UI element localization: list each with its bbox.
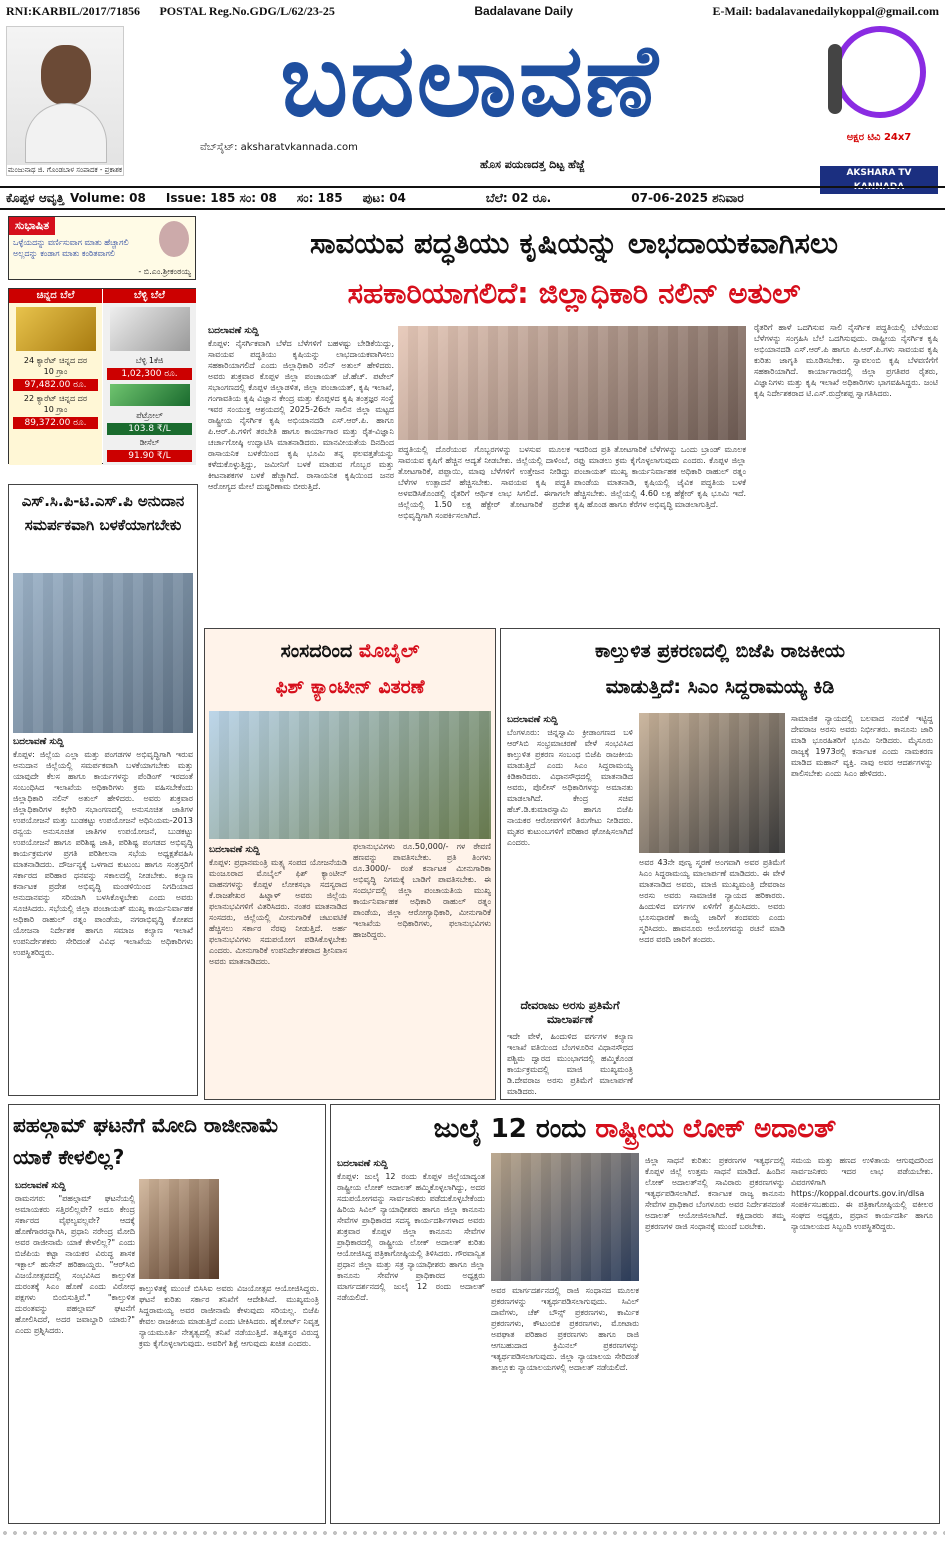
cm-byline: ಬದಲಾವಣೆ ಸುದ್ದಿ	[507, 715, 558, 725]
adalat-text-a: ಕೊಪ್ಪಳ: ಜುಲೈ 12 ರಂದು ಕೊಪ್ಪಳ ಜಿಲ್ಲೆಯಾದ್ಯಂತ ರಾಷ್ಟ್ರೀಯ ಲೋಕ್ ಅದಾಲತ್ ಹಮ್ಮಿಕೊಳ್ಳಲಾಗಿದ್ದು, ಅದರ ಸದುಪಯೋಗವನ್ನು ಸಾರ್ವಜನಿಕರು ಪಡೆದುಕೊಳ್ಳಬೇಕೆಂದು ಹಿರಿಯ ಸಿವಿಲ್ ನ್ಯಾಯಾಧೀಶರು ಹಾಗೂ ಜಿಲ್ಲಾ ಕಾನೂನು ಸೇವೆಗಳ ಪ್ರಾಧಿಕಾರದ ಸದಸ್ಯ ಕಾರ್ಯದರ್ಶಿಗಳಾದ ಅವರು ಶುಕ್ರವಾರ ಕೊಪ್ಪಳ ಜಿಲ್ಲಾ ಕಾನೂನು ಸೇವೆಗಳ ಪ್ರಾಧಿಕಾರದಲ್ಲಿ ರಾಷ್ಟ್ರೀಯ ಲೋಕ್ ಅದಾಲತ್ ಕುರಿತು ಆಯೋಜಿಸಿದ್ದ ಪತ್ರಿಕಾಗೋಷ್ಠಿಯಲ್ಲಿ ತಿಳಿಸಿದರು. ಗೌರವಾನ್ವಿತ ಪ್ರಧಾನ ಜಿಲ್ಲಾ ಮತ್ತು ಸತ್ರ ನ್ಯಾಯಾಧೀಶರು ಹಾಗೂ ಜಿಲ್ಲಾ ಕಾನೂನು ಸೇವೆಗಳ ಪ್ರಾಧಿಕಾರದ ಅಧ್ಯಕ್ಷರು ಮಾರ್ಗದರ್ಶನದಲ್ಲಿ ಜುಲೈ 12 ರಂದು ಅದಾಲತ್ ನಡೆಯಲಿದೆ.	[337, 1172, 485, 1302]
lead-headline-line2: ಸಹಕಾರಿಯಾಗಲಿದೆ: ಜಿಲ್ಲಾಧಿಕಾರಿ ನಲಿನ್ ಅತುಲ್	[347, 276, 801, 310]
lead-col-1	[208, 322, 394, 622]
cm-text-c: ಅವರ 43ನೇ ಪುಣ್ಯ ಸ್ಮರಣೆ ಅಂಗವಾಗಿ ಅವರ ಪ್ರತಿಮೆಗೆ ಸಿಎಂ ಸಿದ್ದರಾಮಯ್ಯ ಮಾಲಾರ್ಪಣೆ ಮಾಡಿದರು. ಈ ವೇಳೆ ಮಾತನಾಡಿದ ಅವರು, ಮಾಜಿ ಮುಖ್ಯಮಂತ್ರಿ ದೇವರಾಜ ಅರಸು ಅವರು ಸಾಮಾಜಿಕ ನ್ಯಾಯದ ಹರಿಕಾರರು. ಹಿಂದುಳಿದ ವರ್ಗಗಳ ಏಳಿಗೆಗೆ ಶ್ರಮಿಸಿದರು. ಅವರು ಭೂಸುಧಾರಣೆ ಕಾಯ್ದೆ ಜಾರಿಗೆ ತಂದವರು ಎಂದು ಸ್ಮರಿಸಿದರು. ಹಾವನೂರು ಆಯೋಗವನ್ನು ರಚನೆ ಮಾಡಿ ಅದರ ವರದಿ ಜಾರಿಗೆ ತಂದರು.	[639, 858, 785, 944]
fish-headline	[209, 633, 491, 705]
adalat-text-d: ಸಮಯ ಮತ್ತು ಹಣದ ಉಳಿತಾಯ ಆಗುವುದರಿಂದ ಸಾರ್ವಜನಿಕರು ಇದರ ಲಾಭ ಪಡೆಯಬೇಕು. ವಿವರಗಳಿಗಾಗಿ https://koppal.dcourts.gov.in/dlsa ಸಂಪರ್ಕಿಸಬಹುದು. ಈ ಪತ್ರಿಕಾಗೋಷ್ಠಿಯಲ್ಲಿ ವಕೀಲರ ಸಂಘದ ಅಧ್ಯಕ್ಷರು, ಪ್ರಧಾನ ಕಾರ್ಯದರ್ಶಿ ಹಾಗೂ ನ್ಯಾಯಾಲಯದ ಸಿಬ್ಬಂದಿ ಉಪಸ್ಥಿತರಿದ್ದರು.	[791, 1156, 933, 1231]
gold-22-label: 22 ಕ್ಯಾರೆಟ್ ಚಿನ್ನದ ದರ	[23, 394, 88, 403]
adalat-story-box	[330, 1104, 940, 1524]
lead-text-a: ಕೊಪ್ಪಳ: ನೈಸರ್ಗಿಕವಾಗಿ ಬೆಳೆದ ಬೆಳೆಗಳಿಗೆ ಬಹಳಷ್ಟು ಬೇಡಿಕೆಯಿದ್ದು, ಸಾವಯವ ಪದ್ಧತಿಯು ಕೃಷಿಯನ್ನು ಲಾಭದಾಯಕವಾಗಿಸಲು ಸಹಕಾರಿಯಾಗಲಿದೆ ಎಂದು ಜಿಲ್ಲಾಧಿಕಾರಿ ನಲಿನ್ ಅತುಲ್ ಹೇಳಿದರು. ಅವರು ಶುಕ್ರವಾರ ಕೊಪ್ಪಳ ಜಿಲ್ಲಾ ಪಂಚಾಯತ್ ಜೆ.ಹೆಚ್. ಪಟೇಲ್ ಸಭಾಂಗಣದಲ್ಲಿ ಕೊಪ್ಪಳ ಜಿಲ್ಲಾಡಳಿತ, ಜಿಲ್ಲಾ ಪಂಚಾಯತ್, ಕೃಷಿ ಇಲಾಖೆ, ಗಂಗಾವತಿಯ ಕೃಷಿ ವಿಜ್ಞಾನ ಕೇಂದ್ರ ಮತ್ತು ಕೊಪ್ಪಳದ ಕೃಷಿ ತಂತ್ರಜ್ಞರ ಸಂಸ್ಥೆ ಇವರ ಸಂಯುಕ್ತ ಆಶ್ರಯದಲ್ಲಿ 2025-26ನೇ ಸಾಲಿನ ಜಿಲ್ಲಾ ಮಟ್ಟದ ರಾಷ್ಟ್ರೀಯ ನೈಸರ್ಗಿಕ ಕೃಷಿ ಅಭಿಯಾನದಡಿ ಎಸ್.ಆರ್.ಪಿ. ಹಾಗೂ ಪಿ.ಆರ್.ಪಿ.ಗಳಿಗೆ ತರಬೇತಿ ಹಾಗೂ ಕಾರ್ಯಾಗಾರ ಮತ್ತು ರೈತ-ವಿಜ್ಞಾನಿ ಚರ್ಚಾಗೋಷ್ಠಿ ಉದ್ಘಾಟಿಸಿ ಮಾತನಾಡಿದರು. ಮಾನವೀಯತೆಯ ದಿನದಿಂದ ರಾಸಾಯನಿಕ ಬಳಕೆಯಿಂದ ಕೃಷಿ ಭೂಮಿ ತನ್ನ ಫಲವತ್ತತೆಯನ್ನು ಕಳೆದುಕೊಳ್ಳುತ್ತಿದ್ದು, ಜಮೀನಿಗೆ ಬಳಕೆ ಮಾಡುವ ಗೊಬ್ಬರ ಮತ್ತು ಕೀಟನಾಶಕಗಳ ಬಳಕೆ ಹೆಚ್ಚಾಗಿದೆ. ರಾಸಾಯನಿಕ ಕೃಷಿಯಿಂದ ಜನರ ಆರೋಗ್ಯದ ಮೇಲೆ ದುಷ್ಪರಿಣಾಮ ಬೀರುತ್ತಿದೆ.	[208, 339, 394, 491]
diesel-label: ಡೀಸೆಲ್	[139, 438, 160, 447]
fish-headline-2: ಫಿಶ್ ಕ್ಯಾಂಟೀನ್ ವಿತರಣೆ	[275, 676, 425, 698]
modi-story-photo	[139, 1179, 219, 1279]
fish-text-b: ಫಲಾನುಭವಿಗಳು ರೂ.50,000/- ಗಳ ಠೇವಣಿ ಹಣವನ್ನು ಪಾವತಿಸಬೇಕು. ಪ್ರತಿ ತಿಂಗಳು ರೂ.3000/- ರಂತೆ ಕರ್ನಾಟಕ ಮೀನುಗಾರಿಕಾ ಅಭಿವೃದ್ಧಿ ನಿಗಮಕ್ಕೆ ಬಾಡಿಗೆ ಪಾವತಿಸಬೇಕು. ಈ ಸಂದರ್ಭದಲ್ಲಿ ಜಿಲ್ಲಾ ಪಂಚಾಯತಿಯ ಮುಖ್ಯ ಕಾರ್ಯನಿರ್ವಾಹಕ ಅಧಿಕಾರಿ ರಾಹುಲ್ ರತ್ನಂ ಪಾಂಡೆಯ, ಜಿಲ್ಲಾ ಆರೋಗ್ಯಾಧಿಕಾರಿ, ಮೀನುಗಾರಿಕೆ ಇಲಾಖೆಯ ಅಧಿಕಾರಿಗಳು, ಫಲಾನುಭವಿಗಳು ಹಾಜರಿದ್ದರು.	[353, 842, 491, 939]
fish-photo	[209, 711, 491, 839]
subhashita-author: - ಬಿ.ಎಂ.ಶ್ರೀಕಂಠಯ್ಯ	[138, 267, 191, 276]
website-line[interactable]: ವೆಬ್‌ಸೈಟ್: aksharatvkannada.com	[200, 142, 358, 153]
lead-col-4	[754, 322, 938, 622]
meeting-photo	[13, 573, 193, 733]
adalat-headline	[335, 1109, 935, 1149]
lead-text-b: ಪದ್ಧತಿಯಲ್ಲಿ ದೊರೆಯುವ ಗೊಬ್ಬರಗಳನ್ನು ಬಳಸುವ ಮೂಲಕ ಸಾವಯವ ಕೃಷಿಗೆ ಹೆಚ್ಚಿನ ಆದ್ಯತೆ ನೀಡಬೇಕು. ಜಿಲ್ಲೆಯಲ್ಲಿ ದಾಳಿಂಬೆ, ತೋಟಗಾರಿಕೆ, ಪಪ್ಪಾಯಿ, ಮಾವು ಬೆಳೆಗಳಿಗೆ ಉತ್ತೇಜನ ನೀಡಿದ್ದು ಬೆಳೆಗಳ ಉತ್ಪಾದನೆ ಹೆಚ್ಚಿಸಬೇಕು. ಸಾವಯವ ಕೃಷಿ ಪದ್ಧತಿ ಅಳವಡಿಸಿಕೊಂಡಲ್ಲಿ ರೈತರಿಗೆ ಆರ್ಥಿಕ ಲಾಭ ಸಿಗಲಿದೆ. ಈಗಾಗಲೇ ಜಿಲ್ಲೆಯಲ್ಲಿ 1.50 ಲಕ್ಷ ಹೆಕ್ಟೇರ್ ತೋಟಗಾರಿಕೆ ಪ್ರದೇಶ ಅಭಿವೃದ್ಧಿಗಾಗಿ ಸಂಪರ್ಕಿಸಲಾಗಿದೆ.	[398, 445, 570, 520]
editor-portrait	[6, 26, 124, 176]
subhashita-label: ಸುಭಾಷಿತ	[9, 217, 55, 235]
tv-name-en: AKSHARA TV KANNADA	[820, 166, 938, 194]
adalat-photo	[491, 1153, 639, 1281]
modi-text-a: ರಾಮನಗರ: "ಪಹಲ್ಗಾಮ್ ಘಟನೆಯಲ್ಲಿ ಅಮಾಯಕರು ಸತ್ತಿರಲಿಲ್ಲವೇ? ಅದೂ ಕೇಂದ್ರ ಸರ್ಕಾರದ ವೈಫಲ್ಯವಲ್ಲವೇ? ಆದಕ್ಕೆ ಹೊಣೆಗಾರರನ್ನಾಗಿಸಿ, ಪ್ರಧಾನಿ ನರೇಂದ್ರ ಮೋದಿ ಅವರ ರಾಜೀನಾಮೆ ಯಾಕೆ ಕೇಳಲಿಲ್ಲ?" ಎಂದು ಬಿಜೆಪಿಯ ಕಟ್ಟಾ ನಾಯಕರ ವಿರುದ್ಧ ಶಾಸಕ ಇಕ್ಬಾಲ್ ಹುಸೇನ್ ಹರಿಹಾಯ್ದರು. "ಆರ್‌ಸಿಬಿ ವಿಜಯೋತ್ಸವದಲ್ಲಿ ಸಂಭವಿಸಿದ ಕಾಲ್ತುಳಿತ ದುರಂತಕ್ಕೆ ಸಿಎಂ ಹೊಣೆ ಎಂದು ವಿರೋಧ ಪಕ್ಷಗಳು ಬಿಂಬಿಸುತ್ತಿವೆ." "ಕಾಲ್ತುಳಿತ ದುರಂತವನ್ನು ಪಹಲ್ಗಾಮ್ ಘಟನೆಗೆ ಹೋಲಿಸಿದರೆ, ಅದರ ಜವಾಬ್ದಾರಿ ಯಾರು?" ಎಂದು ಪ್ರಶ್ನಿಸಿದರು.	[15, 1194, 135, 1335]
gold-22-unit: 10 ಗ್ರಾಂ	[43, 405, 68, 414]
rni-number: RNI:KARBIL/2017/71856	[6, 3, 141, 18]
lead-byline: ಬದಲಾವಣೆ ಸುದ್ದಿ	[208, 326, 259, 336]
left-story-box	[8, 484, 198, 1096]
newspaper-title: ಬದಲಾವಣೆ	[280, 22, 660, 139]
silver-header: ಬೆಳ್ಳಿ ಬೆಲೆ	[103, 289, 196, 303]
email-address[interactable]: E-Mail: badalavanedailykoppal@gmail.com	[712, 3, 939, 18]
lead-col-3	[574, 444, 746, 622]
gold-22-value: 89,372.00 ರೂ.	[13, 417, 98, 429]
issue-bar	[0, 186, 945, 210]
lead-text-d: ರೈತರಿಗೆ ಹಾಳೆ ಒದಗಿಸುವ ಸಾಲಿ ನೈಸರ್ಗಿಕ ಪದ್ಧತಿಯಲ್ಲಿ ಬೆಳೆಯುವ ಬೆಳೆಗಳನ್ನು ಸಂಗ್ರಹಿಸಿ ಬೆಲೆ ಒದಗಿಸುವುದು. ರಾಷ್ಟ್ರೀಯ ನೈಸರ್ಗಿಕ ಕೃಷಿ ಅಭಿಯಾನದಡಿ ಎಸ್.ಆರ್.ಪಿ ಹಾಗೂ ಪಿ.ಆರ್.ಪಿ.ಗಳು ಸಾವಯವ ಕೃಷಿ ಕುರಿತು ಜಾಗೃತಿ ಮೂಡಿಸಬೇಕು. ಸ್ವಾವಲಂಬಿ ಕೃಷಿ ಬೆಳವಣಿಗೆಗೆ ಸಹಕಾರಿಯಾಗಿದೆ. ಕಾರ್ಯಾಗಾರದಲ್ಲಿ ಜಿಲ್ಲಾ ಪ್ರಗತಿಪರ ರೈತರು, ವಿಜ್ಞಾನಿಗಳು ಮತ್ತು ಕೃಷಿ ಇಲಾಖೆ ಅಧಿಕಾರಿಗಳು ಭಾಗವಹಿಸಿದ್ದರು. ಜಂಟಿ ಕೃಷಿ ನಿರ್ದೇಶಕರಾದ ಟಿ.ಎಸ್.ರುದ್ರೇಶಪ್ಪ ಸ್ವಾಗತಿಸಿದರು.	[754, 323, 938, 398]
adalat-text-b: ಅವರ ಮಾರ್ಗದರ್ಶನದಲ್ಲಿ ರಾಜಿ ಸಂಧಾನದ ಮೂಲಕ ಪ್ರಕರಣಗಳನ್ನು ಇತ್ಯರ್ಥಪಡಿಸಲಾಗುವುದು. ಸಿವಿಲ್ ದಾವೆಗಳು, ಚೆಕ್ ಬೌನ್ಸ್ ಪ್ರಕರಣಗಳು, ಕಾರ್ಮಿಕ ಪ್ರಕರಣಗಳು, ಕೌಟುಂಬಿಕ ಪ್ರಕರಣಗಳು, ಮೋಟಾರು ಅಪಘಾತ ಪರಿಹಾರ ಪ್ರಕರಣಗಳು ಹಾಗೂ ರಾಜಿ ಆಗಬಹುದಾದ ಕ್ರಿಮಿನಲ್ ಪ್ರಕರಣಗಳನ್ನು ಇತ್ಯರ್ಥಪಡಿಸಲಾಗುವುದು. ಜಿಲ್ಲಾ ನ್ಯಾಯಾಲಯ ಸೇರಿದಂತೆ ತಾಲ್ಲೂಕು ನ್ಯಾಯಾಲಯಗಳಲ್ಲಿ ಅದಾಲತ್ ನಡೆಯಲಿದೆ.	[491, 1286, 639, 1372]
gold-24-unit: 10 ಗ್ರಾಂ	[43, 367, 68, 376]
cm-text-a: ಬೆಂಗಳೂರು: ಚಿನ್ನಸ್ವಾಮಿ ಕ್ರೀಡಾಂಗಣದ ಬಳಿ ಆರ್‌ಸಿಬಿ ಸಂಭ್ರಮಾಚರಣೆ ವೇಳೆ ಸಂಭವಿಸಿದ ಕಾಲ್ತುಳಿತ ಪ್ರಕರಣ ಸಂಬಂಧ ಬಿಜೆಪಿ ರಾಜಕೀಯ ಮಾಡುತ್ತಿದೆ ಎಂದು ಸಿಎಂ ಸಿದ್ದರಾಮಯ್ಯ ಕಿಡಿಕಾರಿದರು. ವಿಧಾನಸೌಧದಲ್ಲಿ ಮಾತನಾಡಿದ ಅವರು, ಪೊಲೀಸ್ ಅಧಿಕಾರಿಗಳನ್ನು ಅಮಾನತು ಮಾಡಲಾಗಿದೆ. ಕೇಂದ್ರ ಸಚಿವ ಹೆಚ್.ಡಿ.ಕುಮಾರಸ್ವಾಮಿ ಹಾಗೂ ಬಿಜೆಪಿ ನಾಯಕರ ಆರೋಪಗಳಿಗೆ ತಿರುಗೇಟು ನೀಡಿದರು. ಮೃತರ ಕುಟುಂಬಗಳಿಗೆ ಪರಿಹಾರ ಘೋಷಿಸಲಾಗಿದೆ ಎಂದರು.	[507, 728, 633, 847]
diesel-value: 91.90 ₹/L	[107, 450, 192, 462]
lead-photo	[398, 326, 746, 440]
gold-price-column	[9, 289, 102, 465]
gold-24-label: 24 ಕ್ಯಾರೆಟ್ ಚಿನ್ನದ ದರ	[23, 356, 88, 365]
serial-number: ಸಂ: 185	[296, 190, 343, 205]
cm-photo	[639, 713, 785, 853]
adalat-headline-b: ರಾಷ್ಟ್ರೀಯ ಲೋಕ್ ಅದಾಲತ್	[595, 1114, 837, 1144]
volume: Volume: 08	[70, 191, 146, 205]
petrol-label: ಪೆಟ್ರೋಲ್	[136, 411, 163, 420]
lead-headline-line1: ಸಾವಯವ ಪದ್ಧತಿಯು ಕೃಷಿಯನ್ನು ಲಾಭದಾಯಕವಾಗಿಸಲು	[310, 226, 838, 260]
silver-bars-icon	[110, 307, 190, 351]
silver-unit: ಬೆಳ್ಳಿ 1ಕೆಜಿ	[135, 356, 164, 365]
page-count: ಪುಟ: 04	[362, 190, 406, 205]
author-photo	[159, 221, 189, 257]
adalat-headline-a: ಜುಲೈ 12 ರಂದು	[433, 1114, 587, 1144]
modi-byline: ಬದಲಾವಣೆ ಸುದ್ದಿ	[15, 1181, 66, 1191]
fish-byline: ಬದಲಾವಣೆ ಸುದ್ದಿ	[209, 845, 260, 855]
issue-number: Issue: 185 ಸಂ: 08	[165, 190, 277, 205]
cm-headline-2: ಮಾಡುತ್ತಿದೆ: ಸಿಎಂ ಸಿದ್ದರಾಮಯ್ಯ ಕಿಡಿ	[605, 676, 835, 698]
edition-place: ಕೊಪ್ಪಳ ಆವೃತ್ತಿ	[6, 190, 65, 205]
lead-text-c: ಇದರಿಂದ ಪ್ರತಿ ತೋಟಗಾರಿಕೆ ಬೆಳೆಗಳನ್ನು ಒಂದು ಬ್ರಾಂಡ್ ಮೂಲಕ ರಫ್ತು ಮಾಡಲು ಕ್ರಮ ಕೈಗೊಳ್ಳಲಾಗುವುದು ಎಂದರು. ಕೊಪ್ಪಳ ಜಿಲ್ಲಾ ಪಂಚಾಯತ್ ಮುಖ್ಯ ಕಾರ್ಯನಿರ್ವಾಹಕ ಅಧಿಕಾರಿ ರಾಹುಲ್ ರತ್ನಂ ಪಾಂಡೆಯ ಮಾತನಾಡಿ, ಕೃಷಿಯಲ್ಲಿ ಜೈವಿಕ ಪದ್ಧತಿಯ ಬಳಕೆ ಹೆಚ್ಚಿಸಬೇಕು. ಜಿಲ್ಲೆಯಲ್ಲಿ 4.60 ಲಕ್ಷ ಹೆಕ್ಟೇರ್ ಕೃಷಿ ಭೂಮಿ ಇದೆ. ಕೃಷಿ ಹೊಂಡ ಹಾಗೂ ಕೆರೆಗಳ ಅಭಿವೃದ್ಧಿ ಮಾಡಲಾಗುತ್ತಿದೆ.	[574, 445, 746, 509]
left-story-text: ಕೊಪ್ಪಳ: ಜಿಲ್ಲೆಯ ಎಲ್ಲಾ ಮತ್ತು ಪಂಗಡಗಳ ಅಭಿವೃದ್ಧಿಗಾಗಿ ಇರುವ ಅನುದಾನ ಜಿಲ್ಲೆಯಲ್ಲಿ ಸಮರ್ಪಕವಾಗಿ ಬಳಕೆಯಾಗಬೇಕು ಮತ್ತು ಯಾವುದೇ ಕೆಲಸ ಹಾಗೂ ಕಾರ್ಯಗಳನ್ನು ಪೆಂಡಿಂಗ್ ಇರದಂತೆ ಸಂಬಂಧಿಸಿದ ಇಲಾಖೆಯ ಅಧಿಕಾರಿಗಳು ಕ್ರಮ ವಹಿಸಬೇಕೆಂದು ಜಿಲ್ಲಾಧಿಕಾರಿ ನಲಿನ್ ಅತುಲ್ ಹೇಳಿದರು. ಅವರು ಶುಕ್ರವಾರ ಜಿಲ್ಲಾಧಿಕಾರಿಗಳ ಕಛೇರಿ ಸಭಾಂಗಣದಲ್ಲಿ ಅನುಸೂಚಿತ ಜಾತಿಗಳ ಉಪಯೋಜನೆ ಮತ್ತು ಬುಡಕಟ್ಟು ಉಪಯೋಜನೆ ಅಧಿನಿಯಮ-2013 ರನ್ವಯ ಅನುಸೂಚಿತ ಜಾತಿಗಳ ಉಪಯೋಜನೆ, ಬುಡಕಟ್ಟು ಉಪಯೋಜನೆ ಹಾಗೂ ಪರಿಶಿಷ್ಟ ಜಾತಿ, ಪರಿಶಿಷ್ಟ ಪಂಗಡದ ಅಭಿವೃದ್ಧಿ ಕಾರ್ಯಕ್ರಮಗಳ ಪ್ರಗತಿ ಪರಿಶೀಲನಾ ಸಭೆಯ ಅಧ್ಯಕ್ಷತೆವಹಿಸಿ ಮಾತನಾಡಿದರು. ದೌರ್ಜನ್ಯಕ್ಕೆ ಒಳಗಾದ ಕುಟುಂಬ ಹಾಗೂ ಸಂತ್ರಸ್ತರಿಗೆ ಸರ್ಕಾರದ ಪರಿಹಾರ ಧನವನ್ನು ಸಕಾಲದಲ್ಲಿ ನೀಡಬೇಕು. ಕಲ್ಯಾಣ ಕರ್ನಾಟಕ ಪ್ರದೇಶ ಅಭಿವೃದ್ಧಿ ಮಂಡಳಿಯಿಂದ ನಿಗದಿಯಾದ ಅನುದಾನವನ್ನು ಸರಿಯಾಗಿ ಬಳಸಿಕೊಳ್ಳಬೇಕು ಎಂದು ಅವರು ಸೂಚಿಸಿದರು. ಸಭೆಯಲ್ಲಿ ಜಿಲ್ಲಾ ಪಂಚಾಯತ್ ಮುಖ್ಯ ಕಾರ್ಯನಿರ್ವಾಹಕ ಅಧಿಕಾರಿ ರಾಹುಲ್ ರತ್ನಂ ಪಾಂಡೆಯ, ನಗರಾಭಿವೃದ್ಧಿ ಕೋಶದ ಯೋಜನಾ ನಿರ್ದೇಶಕ ಹಾಗೂ ಸಮಾಜ ಕಲ್ಯಾಣ ಇಲಾಖೆ ಉಪನಿರ್ದೇಶಕರು ಸೇರಿದಂತೆ ವಿವಿಧ ಇಲಾಖೆಯ ಅಧಿಕಾರಿಗಳು ಉಪಸ್ಥಿತರಿದ್ದರು.	[13, 750, 193, 957]
cm-headline	[505, 633, 935, 705]
logo-ring-icon	[834, 26, 926, 118]
modi-text-b: ಕಾಲ್ತುಳಿತಕ್ಕೆ ಮುಂಚೆ ಬಿಸಿಸಿಐ ಅವರು ವಿಜಯೋತ್ಸವ ಆಯೋಜಿಸಿದ್ದರು. ಘಟನೆ ಕುರಿತು ಸರ್ಕಾರ ತನಿಖೆಗೆ ಆದೇಶಿಸಿದೆ. ಮುಖ್ಯಮಂತ್ರಿ ಸಿದ್ದರಾಮಯ್ಯ ಅವರ ರಾಜೀನಾಮೆ ಕೇಳುವುದು ಸರಿಯಲ್ಲ. ಬಿಜೆಪಿ ಕೇವಲ ರಾಜಕೀಯ ಮಾಡುತ್ತಿದೆ ಎಂದು ಟೀಕಿಸಿದರು. ಹೈಕೋರ್ಟ್ ನಿವೃತ್ತ ನ್ಯಾಯಮೂರ್ತಿ ನೇತೃತ್ವದಲ್ಲಿ ತನಿಖೆ ನಡೆಯುತ್ತಿದೆ. ತಪ್ಪಿತಸ್ಥರ ವಿರುದ್ಧ ಕ್ರಮ ಕೈಗೊಳ್ಳಲಾಗುವುದು. ಅವರಿಗೆ ಶಿಕ್ಷೆ ಆಗುವುದು ಖಚಿತ ಎಂದರು.	[139, 1284, 319, 1348]
portrait-head	[41, 45, 91, 105]
fish-story-box	[204, 628, 496, 1100]
tv-name: ಅಕ್ಷರ ಟಿವಿ 24x7	[846, 132, 912, 143]
adalat-text-c: ಜಿಲ್ಲಾ ಸಾಧನೆ ಕುರಿತು: ಪ್ರಕರಣಗಳ ಇತ್ಯರ್ಥದಲ್ಲಿ ಕೊಪ್ಪಳ ಜಿಲ್ಲೆ ಉತ್ತಮ ಸಾಧನೆ ಮಾಡಿದೆ. ಹಿಂದಿನ ಲೋಕ್ ಅದಾಲತ್‌ನಲ್ಲಿ ಸಾವಿರಾರು ಪ್ರಕರಣಗಳನ್ನು ಇತ್ಯರ್ಥಪಡಿಸಲಾಗಿದೆ. ಕರ್ನಾಟಕ ರಾಜ್ಯ ಕಾನೂನು ಸೇವೆಗಳ ಪ್ರಾಧಿಕಾರ ಬೆಂಗಳೂರು ಅವರ ನಿರ್ದೇಶನದಂತೆ ಅದಾಲತ್ ಆಯೋಜಿಸಲಾಗಿದೆ. ಕಕ್ಷಿದಾರರು ತಮ್ಮ ಪ್ರಕರಣಗಳ ರಾಜಿ ಸಂಧಾನಕ್ಕೆ ಮುಂದೆ ಬರಬೇಕು.	[645, 1156, 785, 1231]
postal-reg: POSTAL Reg.No.GDG/L/62/23-25	[159, 3, 335, 18]
subhashita-text: ಒಳ್ಳೆಯದನ್ನು ವರ್ಣಿಸುವಾಗ ಮಾತು ಹೆಚ್ಚಾಗಲಿ ಅಲ್ಲದನ್ನು ಕಂಡಾಗ ಮಾತು ಕಂಠಿತವಾಗಲಿ	[13, 238, 129, 258]
issue-date: 07-06-2025 ಶನಿವಾರ	[631, 190, 744, 205]
footer-dot-border	[0, 1528, 945, 1538]
gold-header: ಚಿನ್ನದ ಬೆಲೆ	[9, 289, 102, 303]
adalat-byline: ಬದಲಾವಣೆ ಸುದ್ದಿ	[337, 1159, 388, 1169]
fish-headline-1b: ಮೊಬೈಲ್	[358, 640, 420, 662]
modi-story-box	[8, 1104, 326, 1524]
subhashita-box	[8, 216, 196, 280]
silver-value: 1,02,300 ರೂ.	[107, 368, 192, 380]
akshara-tv-logo	[820, 24, 938, 192]
price-box	[8, 288, 196, 464]
left-story-headline: ಎಸ್.ಸಿ.ಪಿ-ಟಿ.ಎಸ್.ಪಿ ಅನುದಾನ ಸಮರ್ಪಕವಾಗಿ ಬಳಕೆಯಾಗಬೇಕು	[21, 492, 185, 534]
cm-text-b: ಇದೇ ವೇಳೆ, ಹಿಂದುಳಿದ ವರ್ಗಗಳ ಕಲ್ಯಾಣ ಇಲಾಖೆ ವತಿಯಿಂದ ಬೆಂಗಳೂರಿನ ವಿಧಾನಸೌಧದ ಪಶ್ಚಿಮ ದ್ವಾರದ ಮುಂಭಾಗದಲ್ಲಿ ಹಮ್ಮಿಕೊಂಡ ಕಾರ್ಯಕ್ರಮದಲ್ಲಿ ಮಾಜಿ ಮುಖ್ಯಮಂತ್ರಿ ಡಿ.ದೇವರಾಜ ಅರಸು ಪ್ರತಿಮೆಗೆ ಮಾಲಾರ್ಪಣೆ ಮಾಡಿದರು.	[507, 1032, 633, 1096]
top-info-bar	[0, 0, 945, 22]
fuel-pump-icon	[110, 384, 190, 406]
fish-headline-1a: ಸಂಸದರಿಂದ	[280, 640, 353, 662]
portrait-body	[25, 103, 107, 163]
gold-24-value: 97,482.00 ರೂ.	[13, 379, 98, 391]
daily-name: Badalavane Daily	[474, 4, 574, 18]
silver-price-column	[103, 289, 196, 465]
cm-text-d: ಸಾಮಾಜಿಕ ನ್ಯಾಯದಲ್ಲಿ ಬಲವಾದ ನಂಬಿಕೆ ಇಟ್ಟಿದ್ದ ದೇವರಾಜ ಅರಸು ಅವರು ನಿರ್ಭೀತರು. ಕಾನೂನು ಜಾರಿ ಮಾಡಿ ಭೂರಹಿತರಿಗೆ ಭೂಮಿ ನೀಡಿದರು. ಮೈಸೂರು ರಾಜ್ಯಕ್ಕೆ 1973ರಲ್ಲಿ ಕರ್ನಾಟಕ ಎಂದು ನಾಮಕರಣ ಮಾಡಿದ ಮಹಾನ್ ವ್ಯಕ್ತಿ. ನಾವು ಅವರ ಆದರ್ಶಗಳನ್ನು ಪಾಲಿಸಬೇಕು ಎಂದು ಸಿಎಂ ಹೇಳಿದರು.	[791, 714, 933, 778]
lead-headline	[208, 218, 940, 318]
tagline: ಹೊಸ ಪಯಣದತ್ತ ದಿಟ್ಟ ಹೆಜ್ಜೆ	[480, 158, 585, 171]
cm-headline-1: ಕಾಲ್ತುಳಿತ ಪ್ರಕರಣದಲ್ಲಿ ಬಿಜೆಪಿ ರಾಜಕೀಯ	[595, 640, 845, 662]
price: ಬೆಲೆ: 02 ರೂ.	[485, 190, 552, 205]
masthead	[0, 22, 945, 192]
petrol-value: 103.8 ₹/L	[107, 423, 192, 435]
left-sidebar	[8, 216, 196, 464]
cm-subhead: ದೇವರಾಜು ಅರಸು ಪ್ರತಿಮೆಗೆ ಮಾಲಾರ್ಪಣೆ	[520, 999, 620, 1026]
fish-text-a: ಕೊಪ್ಪಳ: ಪ್ರಧಾನಮಂತ್ರಿ ಮತ್ಸ್ಯ ಸಂಪದ ಯೋಜನೆಯಡಿ ಮಂಜೂರಾದ ಮೊಬೈಲ್ ಫಿಶ್ ಕ್ಯಾಂಟೀನ್ ವಾಹನಗಳನ್ನು ಕೊಪ್ಪಳ ಲೋಕಸಭಾ ಸದಸ್ಯರಾದ ಕೆ.ರಾಜಶೇಖರ ಹಿಟ್ನಾಳ್ ಅವರು ಜಿಲ್ಲೆಯ ಫಲಾನುಭವಿಗಳಿಗೆ ವಿತರಿಸಿದರು. ನಂತರ ಮಾತನಾಡಿದ ಸಂಸದರು, ಜಿಲ್ಲೆಯಲ್ಲಿ ಮೀನುಗಾರಿಕೆ ಚಟುವಟಿಕೆ ಹೆಚ್ಚಿಸಲು ಸರ್ಕಾರ ನೆರವು ನೀಡುತ್ತಿದೆ. ಅರ್ಹ ಫಲಾನುಭವಿಗಳು ಸದುಪಯೋಗ ಪಡಿಸಿಕೊಳ್ಳಬೇಕು ಎಂದರು. ಮೀನುಗಾರಿಕೆ ಉಪನಿರ್ದೇಶಕರಾದ ಶ್ರೀನಿವಾಸ ಅವರು ಮಾತನಾಡಿದರು.	[209, 858, 347, 966]
modi-headline: ಪಹಲ್ಗಾಮ್ ಘಟನೆಗೆ ಮೋದಿ ರಾಜೀನಾಮೆ ಯಾಕೆ ಕೇಳಲಿಲ್ಲ?	[13, 1113, 279, 1169]
left-story-byline: ಬದಲಾವಣೆ ಸುದ್ದಿ	[13, 737, 64, 747]
gold-bars-icon	[16, 307, 96, 351]
lead-col-2	[398, 444, 570, 622]
portrait-caption: ಮಂಜುನಾಥ ಜಿ. ಗೊಂಡಬಾಳ ಸಂಪಾದಕ - ಪ್ರಕಾಶಕ	[7, 166, 123, 174]
cm-story-box	[500, 628, 940, 1100]
microphone-icon	[828, 44, 842, 114]
